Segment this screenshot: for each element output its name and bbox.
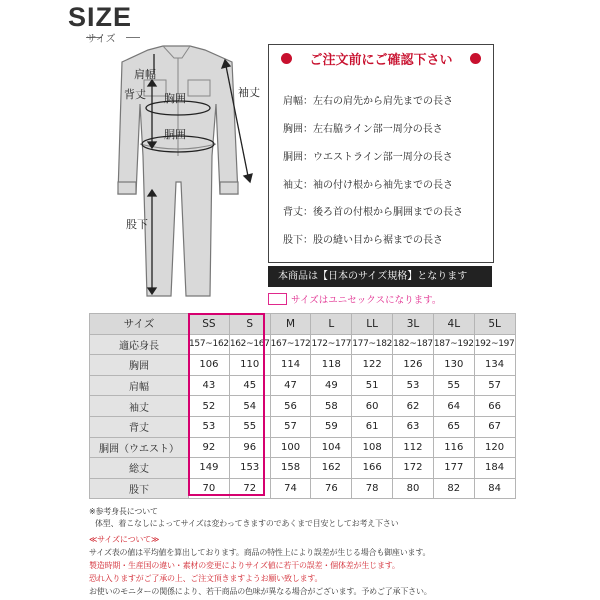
table-cell: 166 [352,458,393,479]
table-cell: 51 [352,375,393,396]
table-cell: 104 [311,437,352,458]
table-cell: 76 [311,478,352,499]
table-cell: 57 [270,416,311,437]
header-cell: L [311,314,352,335]
table-cell: 149 [189,458,230,479]
table-row [90,334,516,355]
table-cell: 126 [393,355,434,376]
table-cell: 157~162 [189,334,230,355]
notice-item: 肩幅：左右の肩先から肩先までの長さ [283,96,453,107]
table-cell: 80 [393,478,434,499]
table-cell: 78 [352,478,393,499]
label-matashita: 股下 [126,218,148,231]
label-kyoui: 胸囲 [164,92,186,105]
table-cell: 182~187 [393,334,434,355]
table-row [90,437,516,458]
table-cell: 55 [229,416,270,437]
row-header: 総丈 [90,458,189,479]
note-line: 恐れ入りますがご了承の上、ご注文頂きますようお願い致します。 [89,574,323,583]
table-cell: 65 [433,416,474,437]
notice-item: 袖丈：袖の付け根から袖先までの長さ [283,180,453,191]
header-cell: 3L [393,314,434,335]
notice-title: ご注文前にご確認下さい [309,53,453,68]
table-cell: 110 [229,355,270,376]
note-height-body: 体型、着こなしによってサイズは変わってきますのであくまで目安としてお考え下さい [95,519,399,528]
table-cell: 66 [474,396,515,417]
table-cell: 57 [474,375,515,396]
table-row [90,375,516,396]
table-row [90,458,516,479]
header-cell: サイズ [90,314,189,335]
table-cell: 53 [189,416,230,437]
unisex-note: サイズはユニセックスになります。 [291,295,442,306]
header-cell: LL [352,314,393,335]
table-cell: 74 [270,478,311,499]
header-cell: 4L [433,314,474,335]
table-cell: 192~197 [474,334,515,355]
table-cell: 56 [270,396,311,417]
row-header: 袖丈 [90,396,189,417]
notice-item: 背丈：後ろ首の付根から胴囲までの長さ [283,207,463,218]
table-cell: 49 [311,375,352,396]
label-senaka: 背丈 [124,88,146,101]
header-cell: 5L [474,314,515,335]
table-cell: 172~177 [311,334,352,355]
table-cell: 62 [393,396,434,417]
subtitle-rule-right [126,37,140,38]
table-cell: 112 [393,437,434,458]
table-cell: 58 [311,396,352,417]
table-cell: 82 [433,478,474,499]
label-doui: 胴囲 [164,128,186,141]
note-height-title: ※参考身長について [89,507,158,516]
row-header: 胸囲 [90,355,189,376]
table-cell: 184 [474,458,515,479]
note-line: サイズ表の値は平均値を算出しております。商品の特性上により誤差が生じる場合も御座います。 [89,548,431,557]
row-header: 股下 [90,478,189,499]
table-cell: 134 [474,355,515,376]
size-standard-banner: 本商品は【日本のサイズ規格】となります [268,266,492,287]
ss-s-highlight [188,313,265,496]
table-cell: 122 [352,355,393,376]
size-title: SIZE [67,2,132,32]
header-cell: SS [189,314,230,335]
table-cell: 52 [189,396,230,417]
table-cell: 116 [433,437,474,458]
size-table [89,313,516,499]
table-cell: 177 [433,458,474,479]
table-cell: 67 [474,416,515,437]
table-cell: 167~172 [270,334,311,355]
table-cell: 61 [352,416,393,437]
row-header: 胴囲（ウエスト） [90,437,189,458]
table-cell: 84 [474,478,515,499]
table-row [90,416,516,437]
table-cell: 108 [352,437,393,458]
table-cell: 53 [393,375,434,396]
notice-dot-right [470,53,481,64]
table-cell: 59 [311,416,352,437]
table-cell: 162~167 [229,334,270,355]
table-cell: 96 [229,437,270,458]
table-cell: 187~192 [433,334,474,355]
table-cell: 153 [229,458,270,479]
notice-box [268,44,494,263]
row-header: 適応身長 [90,334,189,355]
table-cell: 47 [270,375,311,396]
table-row [90,355,516,376]
table-cell: 118 [311,355,352,376]
notice-item: 胸囲：左右脇ライン部一周分の長さ [283,124,443,135]
table-cell: 54 [229,396,270,417]
notice-item: 股下：股の縫い目から裾までの長さ [283,235,443,246]
table-cell: 55 [433,375,474,396]
table-cell: 120 [474,437,515,458]
row-header: 肩幅 [90,375,189,396]
notice-item: 胴囲：ウエストライン部一周分の長さ [283,152,453,163]
coverall-illustration [88,44,268,306]
row-header: 背丈 [90,416,189,437]
table-cell: 177~182 [352,334,393,355]
size-subtitle: サイズ [86,34,116,45]
table-cell: 64 [433,396,474,417]
label-sodetake: 袖丈 [238,86,260,99]
header-cell: M [270,314,311,335]
header-cell: S [229,314,270,335]
label-katahaba: 肩幅 [134,68,156,81]
note-size-title: ≪サイズについて≫ [89,535,160,544]
note-line: お使いのモニターの関係により、若干商品の色味が異なる場合がございます。予めご了承下さい。 [89,587,432,596]
table-cell: 92 [189,437,230,458]
table-cell: 63 [393,416,434,437]
note-line: 製造時期・生産国の違い・素材の変更によりサイズ値に若干の誤差・個体差が生じます。 [89,561,400,570]
table-row [90,478,516,499]
table-cell: 43 [189,375,230,396]
table-header-row [90,314,516,335]
table-cell: 45 [229,375,270,396]
table-cell: 114 [270,355,311,376]
unisex-marker [268,293,287,305]
table-row [90,396,516,417]
table-cell: 100 [270,437,311,458]
table-cell: 106 [189,355,230,376]
table-cell: 130 [433,355,474,376]
table-cell: 158 [270,458,311,479]
table-cell: 162 [311,458,352,479]
table-cell: 172 [393,458,434,479]
table-cell: 60 [352,396,393,417]
table-cell: 70 [189,478,230,499]
table-cell: 72 [229,478,270,499]
